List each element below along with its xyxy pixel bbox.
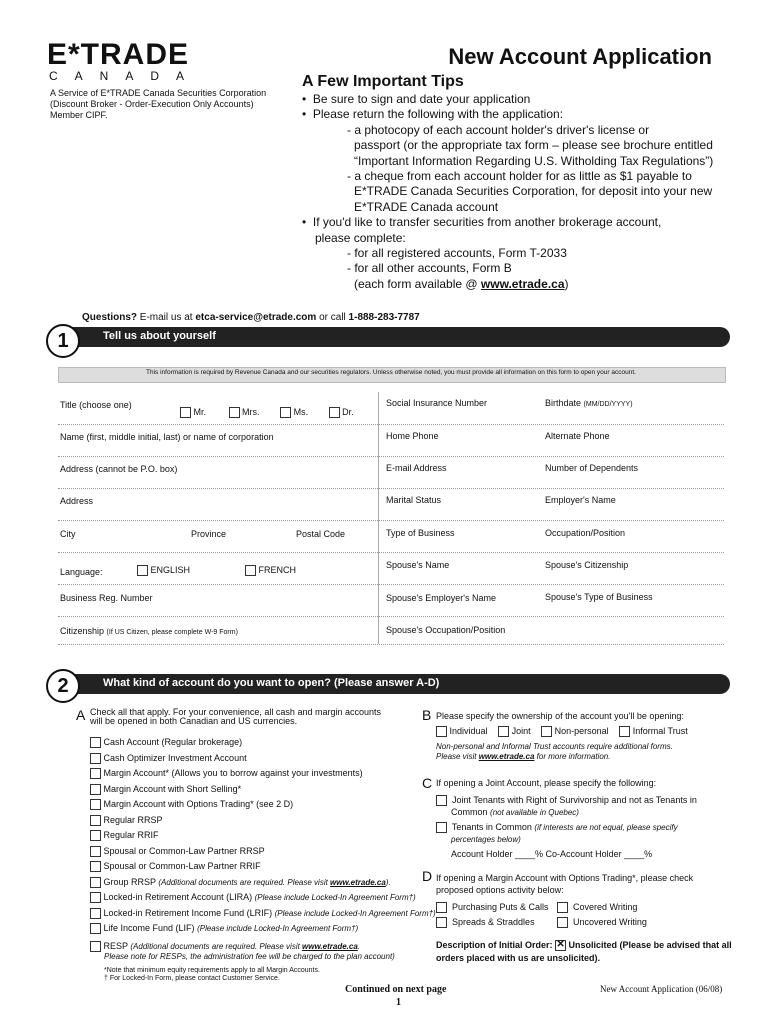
tip-2b-1: - a cheque from each account holder for as little as $1 payable to xyxy=(347,169,692,184)
language-french: FRENCH xyxy=(245,565,296,576)
account-option-lif: Life Income Fund (LIF) (Please include Locked-In Agreement Form†) xyxy=(90,921,436,937)
resp-note: Please note for RESPs, the administration fee will be charged to the plan account) xyxy=(104,951,395,961)
support-phone: 1-888-283-7787 xyxy=(348,312,420,323)
logo-wordmark: E*TRADE xyxy=(47,38,190,71)
row-divider xyxy=(58,584,724,585)
name-field-label: Name (first, middle initial, last) or name of corporation xyxy=(60,432,274,442)
company-line-3: Member CIPF. xyxy=(50,110,108,120)
tip-2a-2: passport (or the appropriate tax form – please see brochure entitled xyxy=(354,138,713,153)
account-option-lrif: Locked-in Retirement Income Fund (LRIF) (Please include Locked-In Agreement Form†) xyxy=(90,906,436,922)
marital-label: Marital Status xyxy=(386,495,442,505)
section-b-letter: B xyxy=(422,707,432,723)
section-a-letter: A xyxy=(76,707,86,723)
checkbox-unsolicited-checked[interactable]: ✕ xyxy=(556,939,565,951)
checkbox-mr[interactable] xyxy=(180,407,191,418)
logo-subtitle: CANADA xyxy=(49,69,202,83)
address-field-label: Address (cannot be P.O. box) xyxy=(60,464,178,474)
account-option: Cash Optimizer Investment Account xyxy=(90,751,436,767)
section-2-number: 2 xyxy=(46,669,80,703)
tip-3e: (each form available @ www.etrade.ca) xyxy=(354,276,569,291)
row-divider xyxy=(58,424,724,425)
tips-title: A Few Important Tips xyxy=(302,73,464,90)
info-bar-text: This information is required by Revenue Canada and our securities regulators. Unless otherwise noted, you must provide all information on this form to open your account. xyxy=(146,369,636,376)
section-2-title: What kind of account do you want to open? (Please answer A-D) xyxy=(103,677,440,689)
spouse-employer-label: Spouse's Employer's Name xyxy=(386,593,496,603)
address2-field-label: Address xyxy=(60,496,94,506)
checkbox-informal-trust[interactable] xyxy=(619,726,630,737)
options-activity: Purchasing Puts & Calls Covered Writing Spreads & Straddles Uncovered Writing xyxy=(436,900,647,930)
dependents-label: Number of Dependents xyxy=(545,463,639,473)
account-option: Cash Account (Regular brokerage) xyxy=(90,735,436,751)
checkbox-mrs[interactable] xyxy=(229,407,240,418)
company-line-1: A Service of E*TRADE Canada Securities Corporation xyxy=(50,88,267,98)
joint-tenants-option: Joint Tenants with Right of Survivorship and not as Tenants in Common (not available in Quebec) xyxy=(436,794,697,819)
account-holder-percent: Account Holder ____% Co-Account Holder ____% xyxy=(451,849,653,859)
row-divider xyxy=(58,644,724,645)
checkbox-english[interactable] xyxy=(137,565,148,576)
section-b-note: Non-personal and Informal Trust accounts require additional forms. Please visit www.etrade.ca for more information. xyxy=(436,742,673,761)
city-label: City xyxy=(60,529,76,539)
citizenship-label: Citizenship (If US Citizen, please complete W-9 Form) xyxy=(60,626,238,636)
home-phone-label: Home Phone xyxy=(386,431,439,441)
tips-panel xyxy=(302,72,713,292)
spouse-citizenship-label: Spouse's Citizenship xyxy=(545,560,629,570)
ownership-options: Individual Joint Non-personal Informal Trust xyxy=(436,726,688,737)
checkbox-ms[interactable] xyxy=(280,407,291,418)
section-a-intro: Check all that apply. For your convenience, all cash and margin accounts will be opened in both Canadian and US currencies. xyxy=(90,707,381,726)
account-option-resp: RESP (Additional documents are required. Please visit www.etrade.ca. xyxy=(90,941,436,952)
section-a-options xyxy=(90,735,436,962)
account-option-lira: Locked-in Retirement Account (LIRA) (Please include Locked-In Agreement Form†) xyxy=(90,890,436,906)
account-option: Margin Account with Short Selling* xyxy=(90,782,436,798)
checkbox-covered[interactable] xyxy=(557,902,568,913)
checkbox-uncovered[interactable] xyxy=(557,917,568,928)
birthdate-label: Birthdate (MM/DD/YYYY) xyxy=(545,398,633,408)
tip-3d: - for all other accounts, Form B xyxy=(347,261,512,276)
account-option: Regular RRIF xyxy=(90,828,436,844)
checkbox-joint[interactable] xyxy=(498,726,509,737)
row-divider xyxy=(58,456,724,457)
account-option: Spousal or Common-Law Partner RRSP xyxy=(90,844,436,860)
company-info xyxy=(50,88,266,121)
account-option: Margin Account* (Allows you to borrow against your investments) xyxy=(90,766,436,782)
occupation-label: Occupation/Position xyxy=(545,528,626,538)
section-c-letter: C xyxy=(422,775,433,791)
language-english: ENGLISH xyxy=(137,565,190,576)
checkbox-french[interactable] xyxy=(245,565,256,576)
form-identifier: New Account Application (06/08) xyxy=(600,984,723,994)
checkbox-joint-tenants[interactable] xyxy=(436,795,447,806)
business-type-label: Type of Business xyxy=(386,528,455,538)
tip-2b-2: E*TRADE Canada Securities Corporation, for deposit into your new xyxy=(354,184,713,199)
postal-code-label: Postal Code xyxy=(296,529,346,539)
tip-2a-3: “Important Information Regarding U.S. Witholding Tax Regulations”) xyxy=(354,153,714,168)
account-option: Spousal or Common-Law Partner RRIF xyxy=(90,859,436,875)
row-divider xyxy=(58,552,724,553)
checkbox-individual[interactable] xyxy=(436,726,447,737)
continued-note: Continued on next page xyxy=(345,984,447,995)
row-divider xyxy=(58,616,724,617)
account-option-group-rrsp: Group RRSP (Additional documents are required. Please visit www.etrade.ca). xyxy=(90,875,436,891)
section-c-intro: If opening a Joint Account, please specify the following: xyxy=(436,778,657,788)
etrade-link[interactable]: www.etrade.ca xyxy=(480,276,565,291)
etrade-logo xyxy=(47,40,217,82)
sin-label: Social Insurance Number xyxy=(386,398,488,408)
company-line-2: (Discount Broker - Order-Execution Only Accounts) xyxy=(50,99,254,109)
page-number: 1 xyxy=(396,997,401,1008)
section-b-intro: Please specify the ownership of the account you'll be opening: xyxy=(436,711,684,721)
tip-3c: - for all registered accounts, Form T-2033 xyxy=(347,246,567,261)
support-email-link[interactable]: etca-service@etrade.com xyxy=(195,312,317,323)
spouse-business-label: Spouse's Type of Business xyxy=(545,592,653,602)
form-vertical-divider xyxy=(378,392,379,644)
checkbox-tenants-in-common[interactable] xyxy=(436,822,447,833)
checkbox-spreads[interactable] xyxy=(436,917,447,928)
title-options: Mr. Mrs. Ms. Dr. xyxy=(180,407,354,418)
spouse-occupation-label: Spouse's Occupation/Position xyxy=(386,625,506,635)
tip-2b-3: E*TRADE Canada account xyxy=(354,199,499,214)
spouse-name-label: Spouse's Name xyxy=(386,560,450,570)
email-label: E-mail Address xyxy=(386,463,447,473)
tip-3: • If you'd like to transfer securities from another brokerage account, xyxy=(302,215,662,230)
title-label: Title (choose one) xyxy=(60,400,132,410)
checkbox-puts-calls[interactable] xyxy=(436,902,447,913)
tip-1: • Be sure to sign and date your application xyxy=(302,92,531,106)
tip-2a-1: - a photocopy of each account holder's driver's license or xyxy=(347,122,650,137)
section-1-title: Tell us about yourself xyxy=(103,330,216,342)
account-option: Regular RRSP xyxy=(90,813,436,829)
business-reg-label: Business Reg. Number xyxy=(60,593,153,603)
row-divider xyxy=(58,520,724,521)
section-1-number: 1 xyxy=(46,324,80,358)
account-option: Margin Account with Options Trading* (see 2 D) xyxy=(90,797,436,813)
checkbox-dr[interactable] xyxy=(329,407,340,418)
section-a-footnotes: *Note that minimum equity requirements apply to all Margin Accounts. † For Locked-In Form, please contact Customer Service. xyxy=(104,967,320,982)
language-label: Language: xyxy=(60,567,103,577)
questions-line: Questions? E-mail us at etca-service@etrade.com or call 1-888-283-7787 xyxy=(82,312,420,323)
tip-3b: please complete: xyxy=(315,230,406,245)
province-label: Province xyxy=(191,529,227,539)
tenants-in-common-option: Tenants in Common (if interests are not equal, please specify percentages below) xyxy=(436,821,678,846)
section-d-letter: D xyxy=(422,868,433,884)
page-title: New Account Application xyxy=(448,44,712,69)
row-divider xyxy=(58,488,724,489)
alt-phone-label: Alternate Phone xyxy=(545,431,610,441)
tip-2: • Please return the following with the application: xyxy=(302,107,564,122)
section-d-intro: If opening a Margin Account with Options Trading*, please check proposed options activity below: xyxy=(436,873,694,895)
checkbox-nonpersonal[interactable] xyxy=(541,726,552,737)
initial-order: Description of Initial Order: ✕ Unsolicited (Please be advised that all orders placed with us are unsolicited). xyxy=(436,939,732,963)
employer-label: Employer's Name xyxy=(545,495,616,505)
